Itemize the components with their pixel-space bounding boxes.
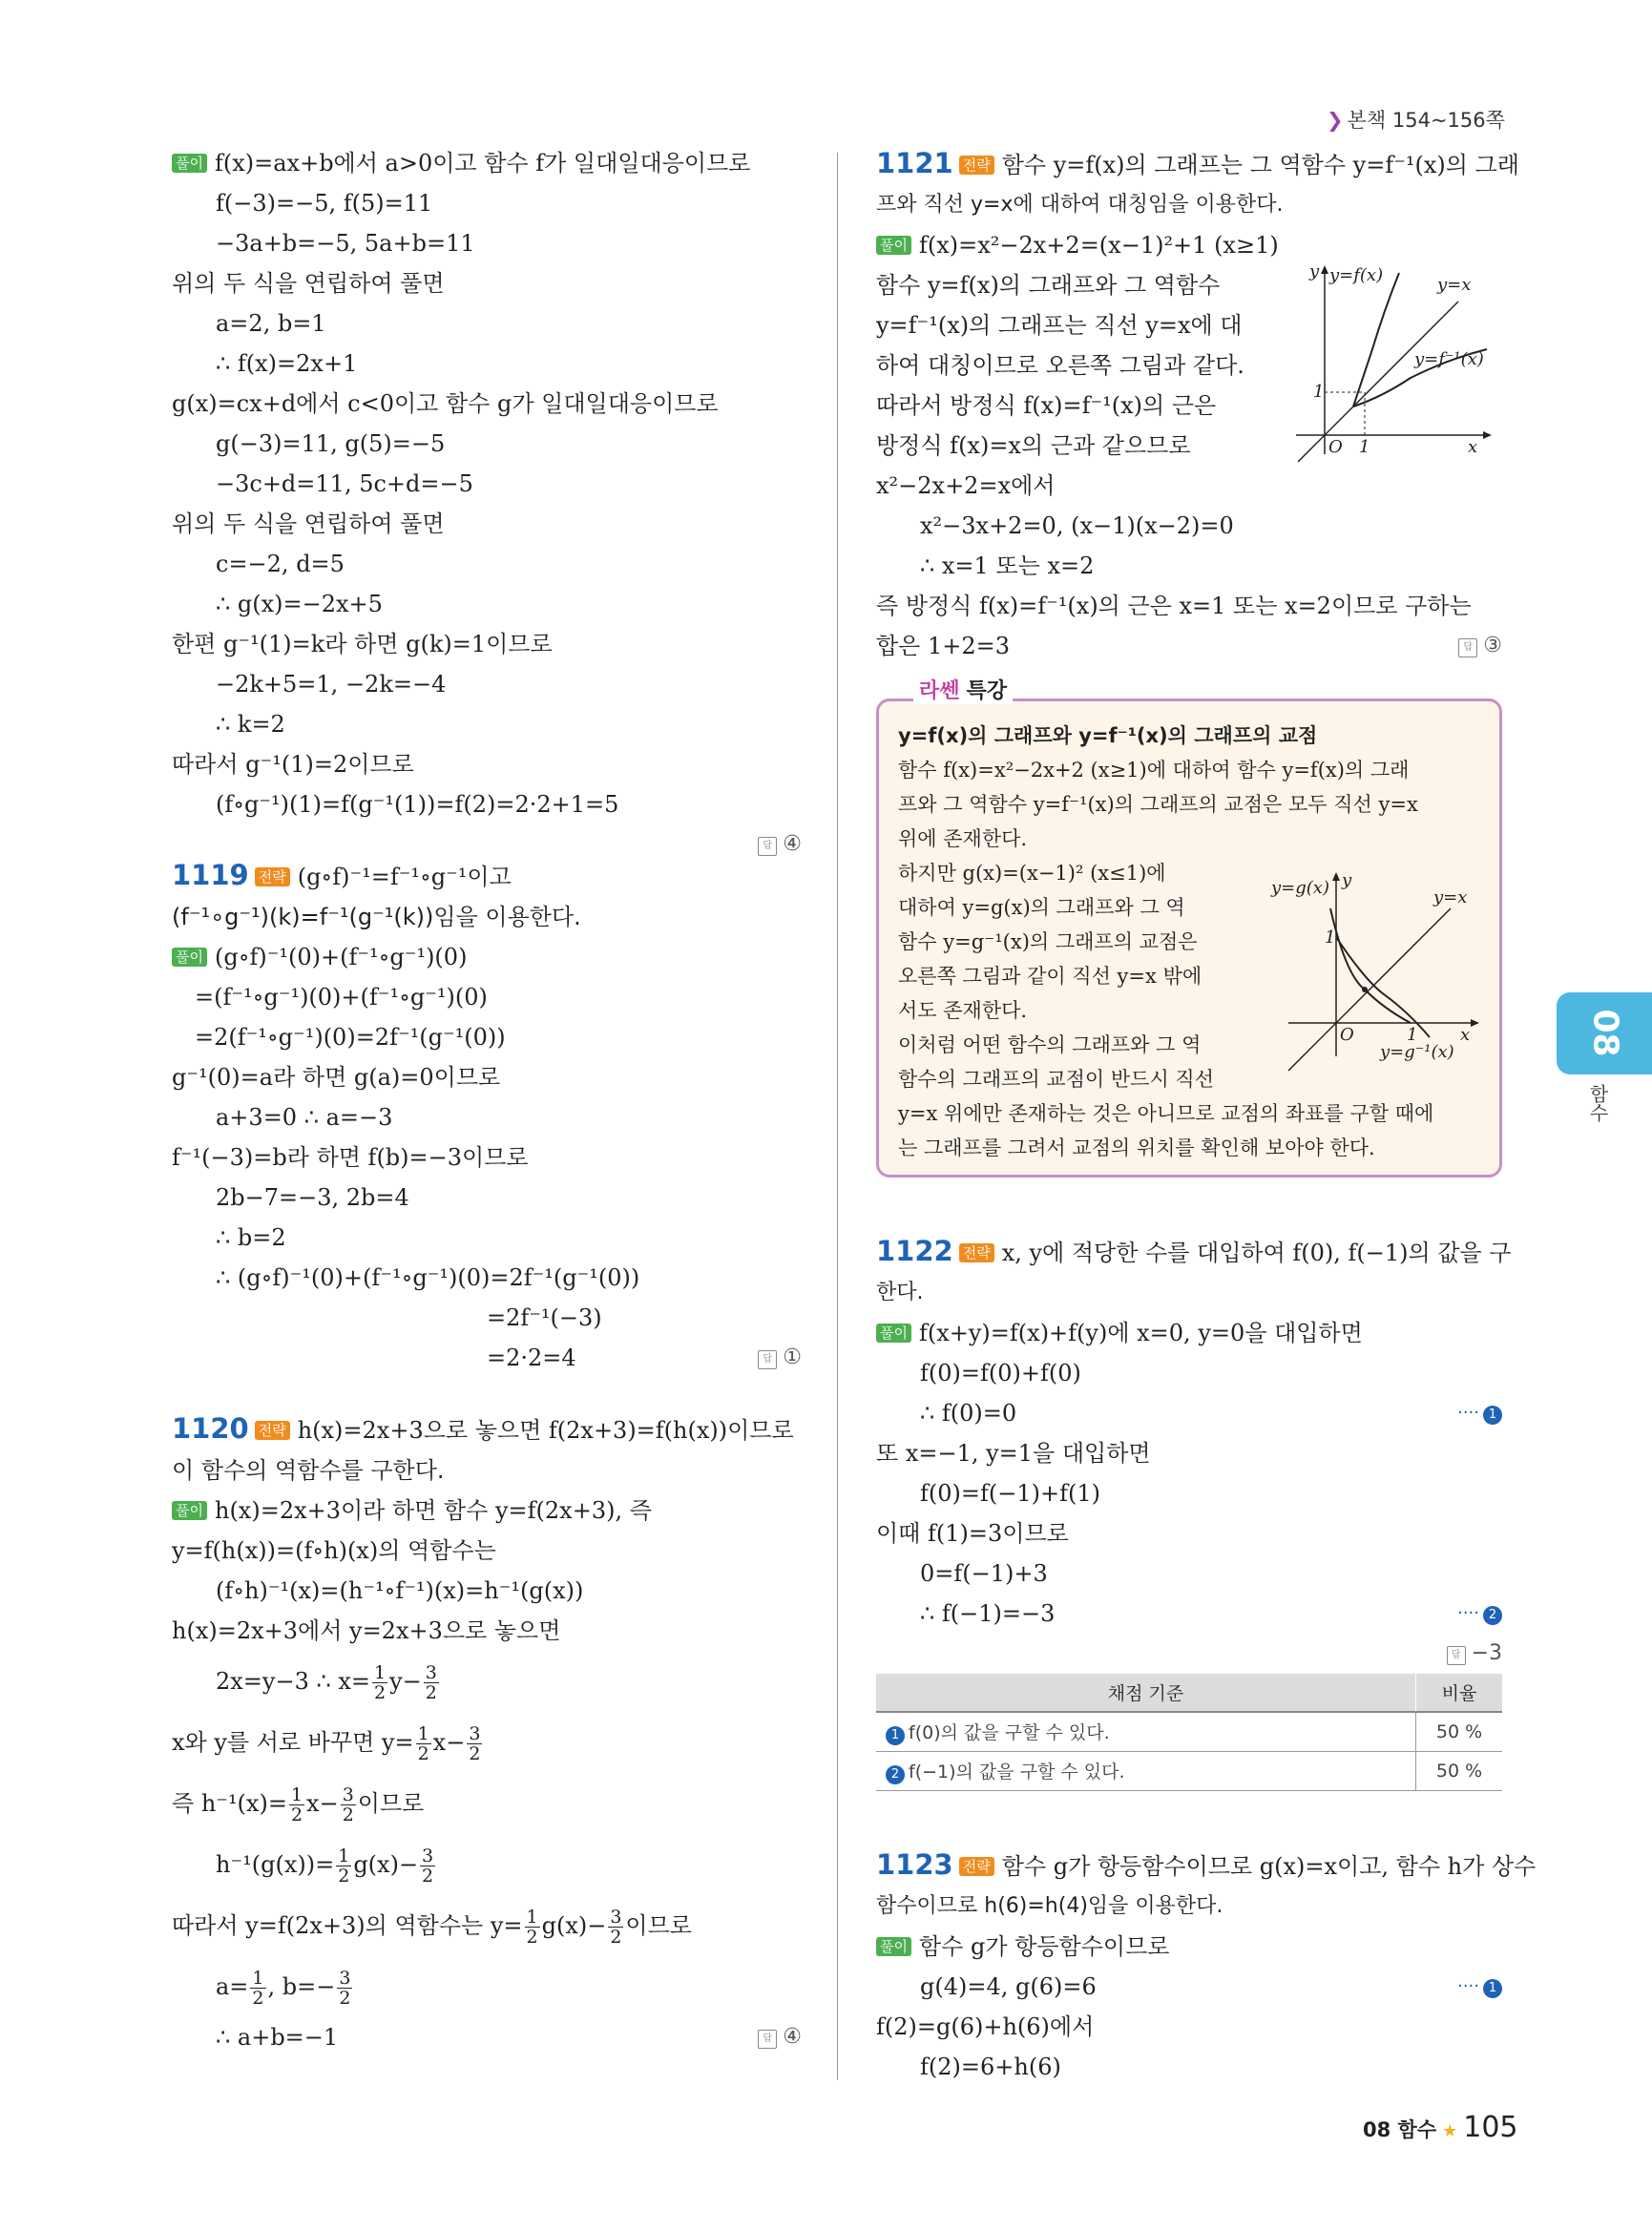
page-footer (1363, 2111, 1518, 2144)
label-origin: O (1340, 1025, 1354, 1045)
strategy-tag: 전략 (959, 1243, 994, 1262)
table-row: 2 f(−1)의 값을 구할 수 있다. 50 % (876, 1752, 1502, 1791)
strategy-tag: 전략 (255, 1421, 290, 1440)
step-marker-1: ···· 1 (1457, 1393, 1502, 1433)
special-lecture-box: 라쎈 특강 y=f(x)의 그래프와 y=f⁻¹(x)의 그래프의 교점 함수 f(x)=x²−2x+2 (x≥1)에 대하여 함수 y=f(x)의 그래 프와 그 역함수 y=f⁻¹(x)의 그래프의 교점은 모두 직선 y=x 위에 존재한다. 하지만 g(x)=(x−1)² (x≤1)에 대하여 y=g(x)의 그래프와 그 역 함수 y=g⁻¹(x)의 그래프의 교점은 오른쪽 그림과 같이 직선 y=x 밖에 서도 존재한다. 이처럼 어떤 함수의 그래프와 그 역 함수의 그래프의 교점이 반드시 직선 y=x 위에만 존재하는 것은 아니므로 교점의 좌표를 구할 때에 는 그래프를 그려서 교점의 위치를 확인해 보아야 한다. (876, 698, 1502, 1178)
problem-1120-strategy: 1120 전략 h(x)=2x+3으로 놓으면 f(2x+3)=f(h(x))이므로 (172, 1412, 794, 1445)
page-reference: ❯ 본책 154~156쪽 (1327, 109, 1505, 132)
strategy-tag: 전략 (959, 1857, 994, 1876)
label-yx: y=x (1437, 275, 1472, 295)
step-marker-2: ···· 2 (1457, 1594, 1502, 1634)
label-ginv: y=g⁻¹(x) (1380, 1042, 1454, 1062)
label-one-x: 1 (1407, 1025, 1418, 1045)
chapter-tab-label: 함수 (1586, 1084, 1609, 1122)
label-y: y (1342, 870, 1352, 890)
graph-callout (1271, 870, 1494, 1062)
solution-tag: 풀이 (876, 236, 911, 255)
problem-1119-strategy: 1119 전략 (g∘f)⁻¹=f⁻¹∘g⁻¹이고 (172, 859, 512, 891)
solution-tag: 풀이 (172, 948, 207, 967)
star-icon: ★ (1442, 2121, 1458, 2141)
answer-1122: 답 −3 (1447, 1634, 1502, 1674)
strategy-tag: 전략 (959, 156, 994, 175)
right-column: 1121 전략 함수 y=f(x)의 그래프는 그 역함수 y=f⁻¹(x)의 그래 프와 직선 y=x에 대하여 대칭임을 이용한다. 풀이 f(x)=x²−2x+2=(x−1)²+1 (x≥1) 함수 y=f(x)의 그래프와 그 역함수 y=f⁻¹(x)의 그래프는 직선 y=x에 대 하여 대칭이므로 오른쪽 그림과 같다. 따라서 방정식 f(x)=f⁻¹(x)의 근은 방정식 f(x)=x의 근과 같으므로 x²−2x+2=x에서 x²−3x+2=0, (x−1)(x−2)=0 ∴ x=1 또는 x=2 즉 방정식 f(x)=f⁻¹(x)의 근은 x=1 또는 x=2이므로 구하는 합은 1+2=3 답 ③ 라쎈 특강 y=f(x)의 그래프와 y=f⁻¹(x)의 그래프의 교점 함수 f(x)=x²−2x+2 (x≥1)에 대하여 함수 y=f(x)의 그래 프와 그 역함수 y=f⁻¹(x)의 그래프의 교점은 모두 직선 y=x 위에 존재한다. 하지만 g(x)=(x−1)² (x≤1)에 대하여 y=g(x)의 그래프와 그 역 함수 y=g⁻¹(x)의 그래프의 교점은 오른쪽 그림과 같이 직선 y=x 밖에 서도 존재한다. 이처럼 어떤 함수의 그래프와 그 역 함수의 그래프의 교점이 반드시 직선 y=x 위에만 존재하는 것은 아니므로 교점의 좌표를 구할 때에 는 그래프를 그려서 교점의 위치를 확인해 보아야 한다. 1122 전략 x, y에 적당한 수를 대입하여 f(0), f(−1)의 값을 구 한다. 풀이 f(x+y)=f(x)+f(y)에 x=0, y=0을 대입하면 f(0)=f(0)+f(0) ∴ f(0)=0 ···· 1 또 x=−1, y=1을 대입하면 f(0)=f(−1)+f(1) 이때 f(1)=3이므로 0=f(−1)+3 ∴ f(−1)=−3 ···· 2 답 −3 채점 기준 비율 1 f(0)의 값을 구할 수 있다. 50 % 2 f(−1)의 값을 구할 수 있다. 50 % 1123 전략 함수 g가 항등함수이므로 g(x)=x이고, 함수 h가 상수 함수이므로 h(6)=h(4)임을 이용한다. 풀이 함수 g가 항등함수이므로 g(4)=4, g(6)=6 ···· 1 f(2)=g(6)+h(6)에서 f(2)=6+h(6) (876, 143, 1502, 2087)
answer-icon: 답 (758, 2030, 777, 2049)
curve-f (1353, 273, 1399, 407)
label-one-y: 1 (1313, 382, 1325, 402)
column-divider (837, 153, 838, 2080)
label-x: x (1460, 1025, 1471, 1045)
header-criteria: 채점 기준 (876, 1674, 1416, 1712)
answer-icon: 답 (758, 837, 777, 856)
label-x: x (1468, 437, 1478, 457)
answer-1121: 답 ③ (1458, 626, 1502, 666)
label-g: y=g(x) (1271, 878, 1329, 898)
solution-tag: 풀이 (876, 1937, 911, 1956)
graph-1121 (1296, 261, 1506, 457)
answer-1118: 답 ④ (758, 824, 802, 865)
solution-tag: 풀이 (876, 1324, 911, 1343)
scoring-table (876, 1674, 1502, 1791)
label-one-y: 1 (1325, 928, 1336, 948)
strategy-tag: 전략 (255, 867, 290, 886)
footer-chapter: 08 함수 (1363, 2118, 1437, 2141)
solution-tag: 풀이 (172, 154, 207, 173)
special-lecture-label: 라쎈 특강 (913, 675, 1013, 704)
answer-icon: 답 (758, 1350, 777, 1369)
left-column: 풀이 f(x)=ax+b에서 a>0이고 함수 f가 일대일대응이므로 f(−3)=−5, f(5)=11 −3a+b=−5, 5a+b=11 위의 두 식을 연립하여 풀면 a=2, b=1 ∴ f(x)=2x+1 g(x)=cx+d에서 c<0이고 함수 g가 일대일대응이므로 g(−3)=11, g(5)=−5 −3c+d=11, 5c+d=−5 위의 두 식을 연립하여 풀면 c=−2, d=5 ∴ g(x)=−2x+5 한편 g⁻¹(1)=k라 하면 g(k)=1이므로 −2k+5=1, −2k=−4 ∴ k=2 따라서 g⁻¹(1)=2이므로 (f∘g⁻¹)(1)=f(g⁻¹(1))=f(2)=2·2+1=5 답 ④ 1119 전략 (g∘f)⁻¹=f⁻¹∘g⁻¹이고 (f⁻¹∘g⁻¹)(k)=f⁻¹(g⁻¹(k))임을 이용한다. 풀이 (g∘f)⁻¹(0)+(f⁻¹∘g⁻¹)(0) =(f⁻¹∘g⁻¹)(0)+(f⁻¹∘g⁻¹)(0) =2(f⁻¹∘g⁻¹)(0)=2f⁻¹(g⁻¹(0)) g⁻¹(0)=a라 하면 g(a)=0이므로 a+3=0 ∴ a=−3 f⁻¹(−3)=b라 하면 f(b)=−3이므로 2b−7=−3, 2b=4 ∴ b=2 ∴ (g∘f)⁻¹(0)+(f⁻¹∘g⁻¹)(0)=2f⁻¹(g⁻¹(0)) =2f⁻¹(−3) =2·2=4 답 ① 1120 전략 h(x)=2x+3으로 놓으면 f(2x+3)=f(h(x))이므로 이 함수의 역함수를 구한다. 풀이 h(x)=2x+3이라 하면 함수 y=f(2x+3), 즉 y=f(h(x))=(f∘h)(x)의 역함수는 (f∘h)⁻¹(x)=(h⁻¹∘f⁻¹)(x)=h⁻¹(g(x)) h(x)=2x+3에서 y=2x+3으로 놓으면 2x=y−3 ∴ x= $\frac{1}{2}$ y− $\frac{3}{2}$ x와 y를 서로 바꾸면 y= $\frac{1}{2}$ x− $\frac{3}{2}$ 즉 h⁻¹(x)= $\frac{1}{2}$ x− $\frac{3}{2}$ 이므로 h⁻¹(g(x))= $\frac{1}{2}$ g(x)− $\frac{3}{2}$ 따라서 y=f(2x+3)의 역함수는 y= $\frac{1}{2}$ g(x)− $\frac{3}{2}$ 이므로 a= $\frac{1}{2}$ , b=− $\frac{3}{2}$ ∴ a+b=−1 답 ④ (172, 143, 802, 2057)
label-finv: y=f⁻¹(x) (1414, 349, 1484, 369)
label-yx: y=x (1433, 887, 1468, 907)
problem-1123-strategy: 1123 전략 함수 g가 항등함수이므로 g(x)=x이고, 함수 h가 상수 (876, 1848, 1537, 1881)
page-number: 105 (1463, 2111, 1518, 2144)
problem-1121-strategy: 1121 전략 함수 y=f(x)의 그래프는 그 역함수 y=f⁻¹(x)의 그래 (876, 147, 1519, 179)
label-f: y=f(x) (1329, 265, 1384, 285)
table-row: 1 f(0)의 값을 구할 수 있다. 50 % (876, 1712, 1502, 1752)
step-marker-1: ···· 1 (1457, 1967, 1502, 2007)
problem-1122-strategy: 1122 전략 x, y에 적당한 수를 대입하여 f(0), f(−1)의 값을 구 (876, 1235, 1512, 1267)
solution-tag: 풀이 (172, 1501, 207, 1520)
label-y: y (1309, 261, 1320, 281)
answer-icon: 답 (1458, 638, 1477, 657)
label-one-x: 1 (1359, 437, 1370, 457)
header-ratio: 비율 (1416, 1674, 1503, 1712)
answer-1119: 답 ① (758, 1338, 802, 1378)
callout-title: y=f(x)의 그래프와 y=f⁻¹(x)의 그래프의 교점 (898, 724, 1318, 747)
answer-1120: 답 ④ (758, 2017, 802, 2057)
chapter-tab[interactable]: 08 (1557, 992, 1652, 1074)
answer-icon: 답 (1447, 1646, 1466, 1665)
label-origin: O (1328, 437, 1343, 457)
